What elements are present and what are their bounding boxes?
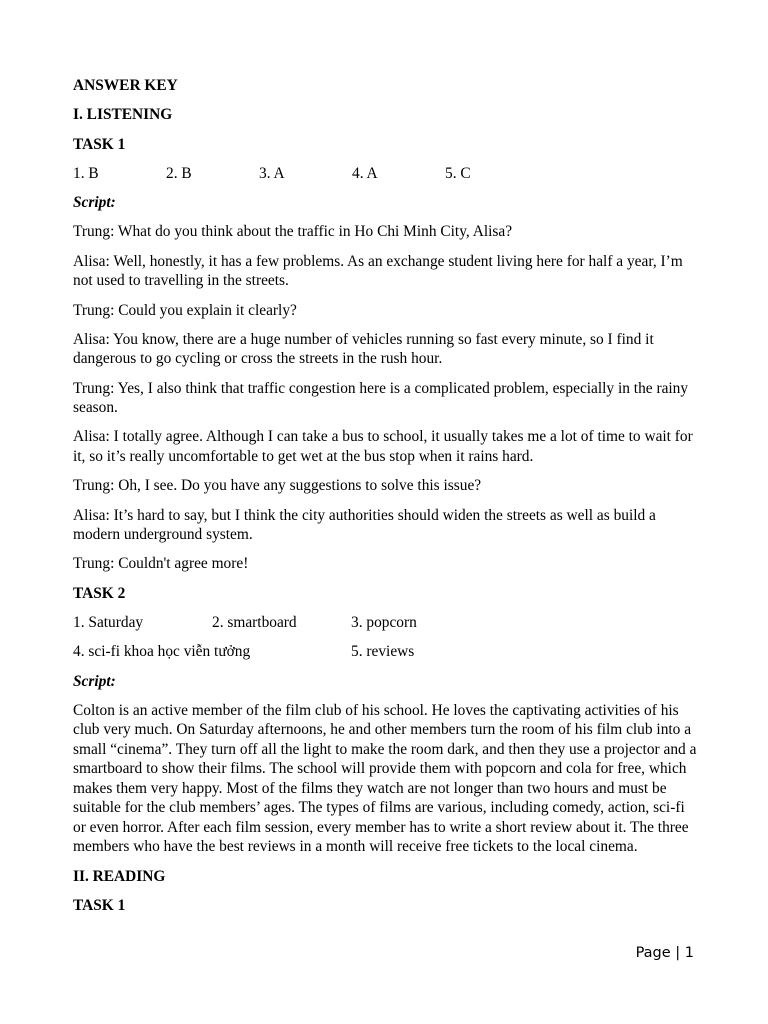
script-line	[73, 476, 697, 496]
document-page	[73, 76, 697, 925]
script-line	[73, 427, 697, 466]
script-line	[73, 222, 697, 242]
task2-answers-row-2	[73, 642, 697, 662]
script-text: Well, honestly, it has a few problems. As an exchange student living here for half a year, I’m not used to travelling in the streets.	[73, 252, 683, 290]
task2-answer-2: 2. smartboard	[212, 613, 297, 631]
script-text: I totally agree. Although I can take a bus to school, it usually takes me a lot of time to wait for it, so it’s really uncomfortable to get wet at the bus stop when it rains hard.	[73, 428, 693, 465]
speaker: Trung:	[73, 301, 115, 319]
script-line	[73, 379, 697, 418]
task1-script	[73, 222, 697, 573]
script-line	[73, 330, 697, 369]
page-number: Page | 1	[635, 945, 694, 961]
speaker: Alisa:	[73, 252, 110, 270]
task2-answer-1: 1. Saturday	[73, 613, 144, 631]
task1-answer-5: 5. C	[445, 164, 471, 182]
script-line	[73, 301, 697, 321]
task1-script-label: Script:	[73, 194, 116, 212]
task2-answer-4: 4. sci-fi khoa học viễn tưởng	[73, 643, 251, 661]
task1-answer-1: 1. B	[73, 164, 99, 182]
script-text: What do you think about the traffic in Ho Chi Minh City, Alisa?	[114, 223, 513, 241]
script-text: You know, there are a huge number of vehicles running so fast every minute, so I find it dangerous to go cycling or cross the streets in the rush hour.	[73, 330, 654, 368]
listening-section-heading: I. LISTENING	[73, 106, 173, 124]
speaker: Trung:	[73, 555, 115, 573]
task2-answer-5: 5. reviews	[351, 643, 415, 661]
task2-script-label: Script:	[73, 672, 116, 690]
script-text: Couldn't agree more!	[114, 555, 249, 573]
speaker: Alisa:	[73, 428, 110, 446]
speaker: Trung:	[73, 223, 115, 241]
task1-answer-4: 4. A	[352, 164, 378, 182]
task1-heading: TASK 1	[73, 135, 126, 153]
task2-answer-3: 3. popcorn	[351, 613, 417, 631]
script-line	[73, 506, 697, 545]
script-line	[73, 252, 697, 291]
speaker: Alisa:	[73, 506, 110, 524]
task1-answer-3: 3. A	[259, 164, 285, 182]
script-line	[73, 554, 697, 574]
task2-heading: TASK 2	[73, 584, 126, 602]
reading-task1-heading: TASK 1	[73, 896, 126, 914]
task2-answers-row-1	[73, 613, 697, 633]
script-text: Could you explain it clearly?	[114, 301, 297, 319]
script-text: It’s hard to say, but I think the city authorities should widen the streets as well as build a modern underground system.	[73, 506, 656, 544]
speaker: Alisa:	[73, 330, 110, 348]
script-text: Oh, I see. Do you have any suggestions to solve this issue?	[114, 477, 482, 495]
task1-answer-2: 2. B	[166, 164, 192, 182]
script-text: Yes, I also think that traffic congestion here is a complicated problem, especially in the rainy season.	[73, 379, 689, 417]
answer-key-heading: ANSWER KEY	[73, 77, 178, 94]
speaker: Trung:	[73, 379, 115, 397]
speaker: Trung:	[73, 477, 115, 495]
task2-script: Colton is an active member of the film club of his school. He loves the captivating activities of his club very much. On Saturday afternoons, he and other members turn the room of his film club into a small “cinema”. They turn off all the light to make the room dark, and then they use a projector and a smartboard to show their films. The school will provide them with popcorn and cola for free, which makes them very happy. Most of the films they watch are not longer than two hours and must be suitable for the club members’ ages. The types of films are various, including comedy, action, sci-fi or even horror. After each film session, every member has to write a short review about it. The three members who have the best reviews in a month will receive free tickets to the local cinema.	[73, 701, 697, 856]
task1-answers	[73, 164, 697, 184]
reading-section-heading: II. READING	[73, 867, 166, 885]
